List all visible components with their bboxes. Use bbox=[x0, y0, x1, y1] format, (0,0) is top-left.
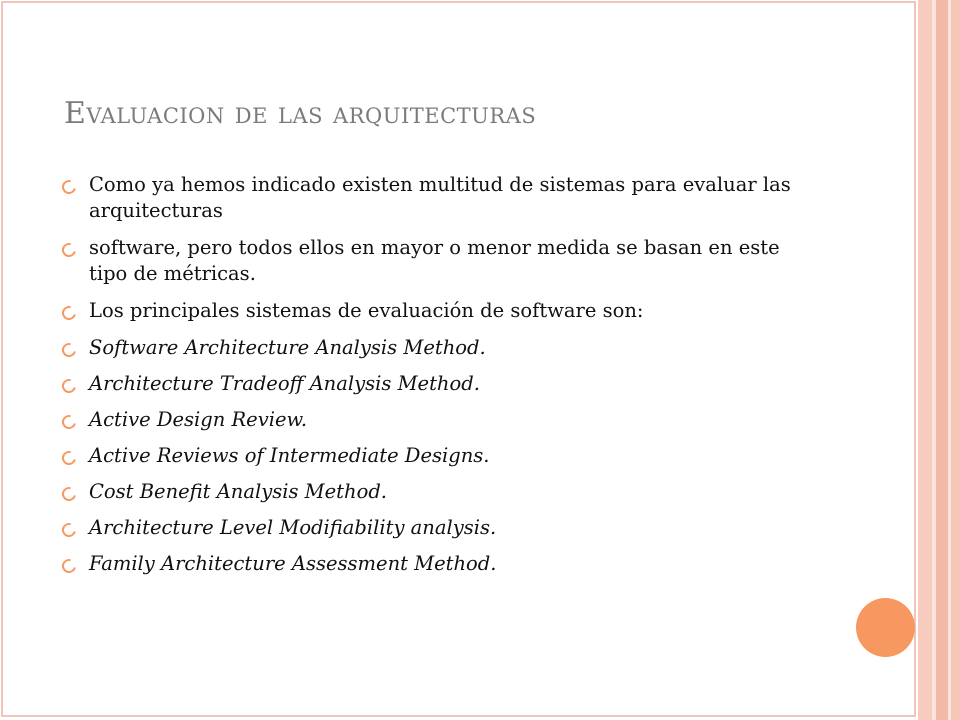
bullet-text: software, pero todos ellos en mayor o menor medida se basan en este tipo de métricas. bbox=[89, 236, 780, 285]
decorative-stripe bbox=[936, 0, 948, 720]
orange-ring-bullet-icon bbox=[59, 303, 78, 322]
method-name: Cost Benefit Analysis Method. bbox=[89, 480, 388, 503]
orange-ring-bullet-icon bbox=[59, 376, 78, 395]
bullet-text: Los principales sistemas de evaluación de software son: bbox=[89, 299, 644, 322]
method-name: Family Architecture Assessment Method. bbox=[89, 552, 497, 575]
orange-ring-bullet-icon bbox=[59, 556, 78, 575]
bullet-item bbox=[62, 515, 822, 541]
method-name: Architecture Level Modifiability analysis. bbox=[89, 516, 497, 539]
orange-ring-bullet-icon bbox=[59, 448, 78, 467]
bullet-list bbox=[62, 172, 822, 587]
method-name: Active Design Review. bbox=[89, 408, 308, 431]
decorative-stripe bbox=[951, 0, 960, 720]
bullet-item bbox=[62, 551, 822, 577]
decorative-orange-circle bbox=[856, 598, 915, 657]
orange-ring-bullet-icon bbox=[59, 484, 78, 503]
bullet-item bbox=[62, 407, 822, 433]
orange-ring-bullet-icon bbox=[59, 412, 78, 431]
bullet-text: Como ya hemos indicado existen multitud de sistemas para evaluar las arquitecturas bbox=[89, 173, 791, 222]
method-name: Architecture Tradeoff Analysis Method. bbox=[89, 372, 480, 395]
bullet-item bbox=[62, 335, 822, 361]
bullet-item bbox=[62, 235, 822, 287]
bullet-item bbox=[62, 172, 822, 224]
method-name: Software Architecture Analysis Method. bbox=[89, 336, 486, 359]
orange-ring-bullet-icon bbox=[59, 520, 78, 539]
decorative-stripe bbox=[918, 0, 932, 720]
orange-ring-bullet-icon bbox=[59, 340, 78, 359]
orange-ring-bullet-icon bbox=[59, 177, 78, 196]
bullet-item bbox=[62, 298, 822, 324]
bullet-item bbox=[62, 479, 822, 505]
orange-ring-bullet-icon bbox=[59, 240, 78, 259]
bullet-item bbox=[62, 371, 822, 397]
method-name: Active Reviews of Intermediate Designs. bbox=[89, 444, 490, 467]
bullet-item bbox=[62, 443, 822, 469]
slide-title: Evaluacion de las arquitecturas bbox=[64, 96, 537, 131]
